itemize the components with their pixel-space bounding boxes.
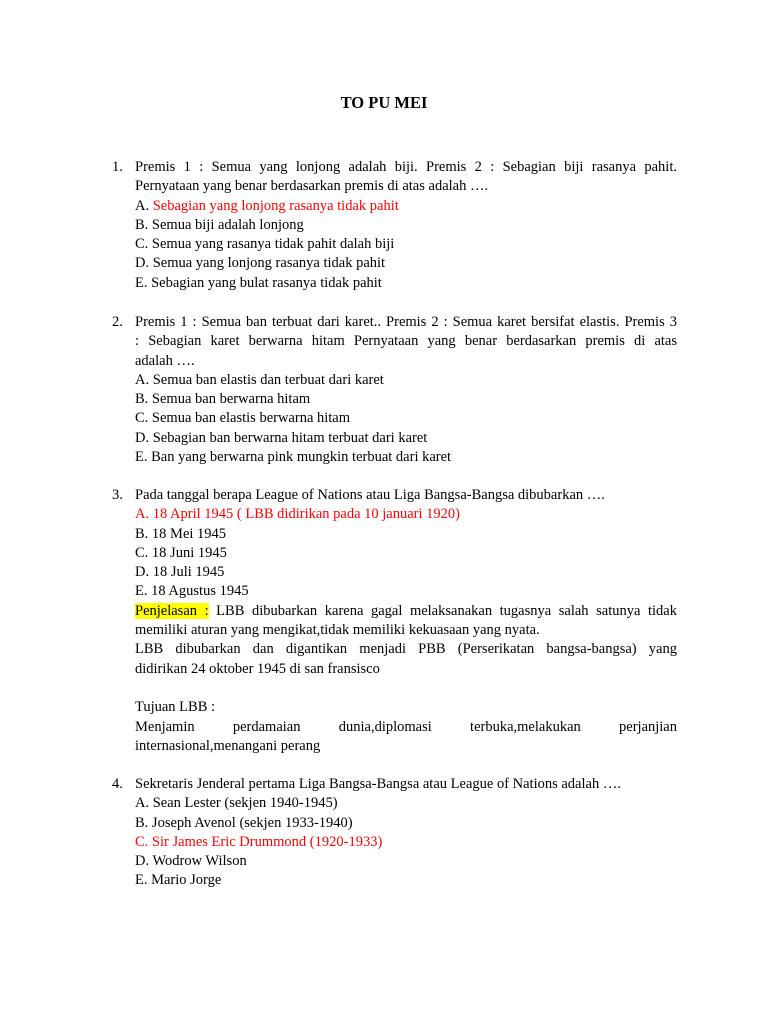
explanation-label: Penjelasan :: [135, 602, 209, 619]
spacer: [135, 679, 677, 698]
question-number: 3.: [112, 487, 123, 503]
document-title: TO PU MEI: [340, 93, 428, 112]
option-c: C. Semua yang rasanya tidak pahit dalah biji: [135, 236, 395, 253]
explanation-text: LBB dibubarkan karena gagal melaksanakan tugasnya salah satunya tidak: [208, 602, 677, 619]
explanation-line: memiliki aturan yang mengikat,tidak memiliki kekuasaan yang nyata.: [135, 622, 540, 639]
question-stem-line: Pada tanggal berapa League of Nations atau Liga Bangsa-Bangsa dibubarkan ….: [135, 487, 605, 503]
question-2: [112, 313, 677, 467]
question-body: [135, 313, 677, 467]
option-d: D. 18 Juli 1945: [135, 564, 225, 581]
question-stem-line: Premis 1 : Semua yang lonjong adalah biji. Premis 2 : Sebagian biji rasanya pahit.: [135, 159, 677, 175]
option-d: D. Wodrow Wilson: [135, 853, 247, 870]
option-e: E. Sebagian yang bulat rasanya tidak pahit: [135, 274, 382, 291]
explanation-line: [135, 602, 677, 621]
question-body: [135, 486, 677, 756]
question-number: 4.: [112, 776, 123, 792]
question-stem-line: Pernyataan yang benar berdasarkan premis di atas adalah ….: [135, 178, 489, 195]
question-1: [112, 158, 677, 293]
option-b: B. Joseph Avenol (sekjen 1933-1940): [135, 814, 353, 831]
option-b: B. 18 Mei 1945: [135, 525, 227, 542]
explanation-line: didirikan 24 oktober 1945 di san fransisco: [135, 660, 380, 677]
question-stem-line: adalah ….: [135, 352, 195, 369]
explanation-line: LBB dibubarkan dan digantikan menjadi PBB (Perserikatan bangsa-bangsa) yang: [135, 641, 677, 658]
option-c-correct: C. Sir James Eric Drummond (1920-1933): [135, 833, 383, 850]
purpose-heading: Tujuan LBB :: [135, 699, 216, 716]
question-number: 1.: [112, 159, 123, 175]
question-stem-line: Premis 1 : Semua ban terbuat dari karet.. Premis 2 : Semua karet bersifat elastis. Premis 3: [135, 314, 677, 330]
option-a-prefix: A.: [135, 197, 153, 214]
purpose-line: internasional,menangani perang: [135, 737, 321, 754]
option-d: D. Sebagian ban berwarna hitam terbuat dari karet: [135, 429, 428, 446]
question-body: [135, 775, 677, 891]
option-e: E. 18 Agustus 1945: [135, 583, 249, 600]
option-a: [135, 197, 677, 216]
purpose-line: Menjamin perdamaian dunia,diplomasi terbuka,melakukan perjanjian: [135, 718, 677, 735]
correct-answer-text: Sebagian yang lonjong rasanya tidak pahit: [152, 197, 399, 214]
option-c: C. Semua ban elastis berwarna hitam: [135, 410, 351, 427]
option-d: D. Semua yang lonjong rasanya tidak pahit: [135, 255, 386, 272]
question-4: [112, 775, 677, 891]
question-number: 2.: [112, 314, 123, 330]
question-3: [112, 486, 677, 756]
option-e: E. Mario Jorge: [135, 872, 222, 889]
option-a: A. Sean Lester (sekjen 1940-1945): [135, 795, 338, 812]
question-body: [135, 158, 677, 293]
question-stem-line: : Sebagian karet berwarna hitam Pernyataan yang benar berdasarkan premis di atas: [135, 333, 677, 350]
option-a-correct: A. 18 April 1945 ( LBB didirikan pada 10 januari 1920): [135, 506, 460, 523]
option-b: B. Semua biji adalah lonjong: [135, 216, 304, 233]
question-stem-line: Sekretaris Jenderal pertama Liga Bangsa-Bangsa atau League of Nations adalah ….: [135, 776, 621, 792]
option-c: C. 18 Juni 1945: [135, 544, 227, 561]
option-b: B. Semua ban berwarna hitam: [135, 391, 311, 408]
option-a: A. Semua ban elastis dan terbuat dari karet: [135, 371, 384, 388]
option-e: E. Ban yang berwarna pink mungkin terbuat dari karet: [135, 449, 452, 466]
